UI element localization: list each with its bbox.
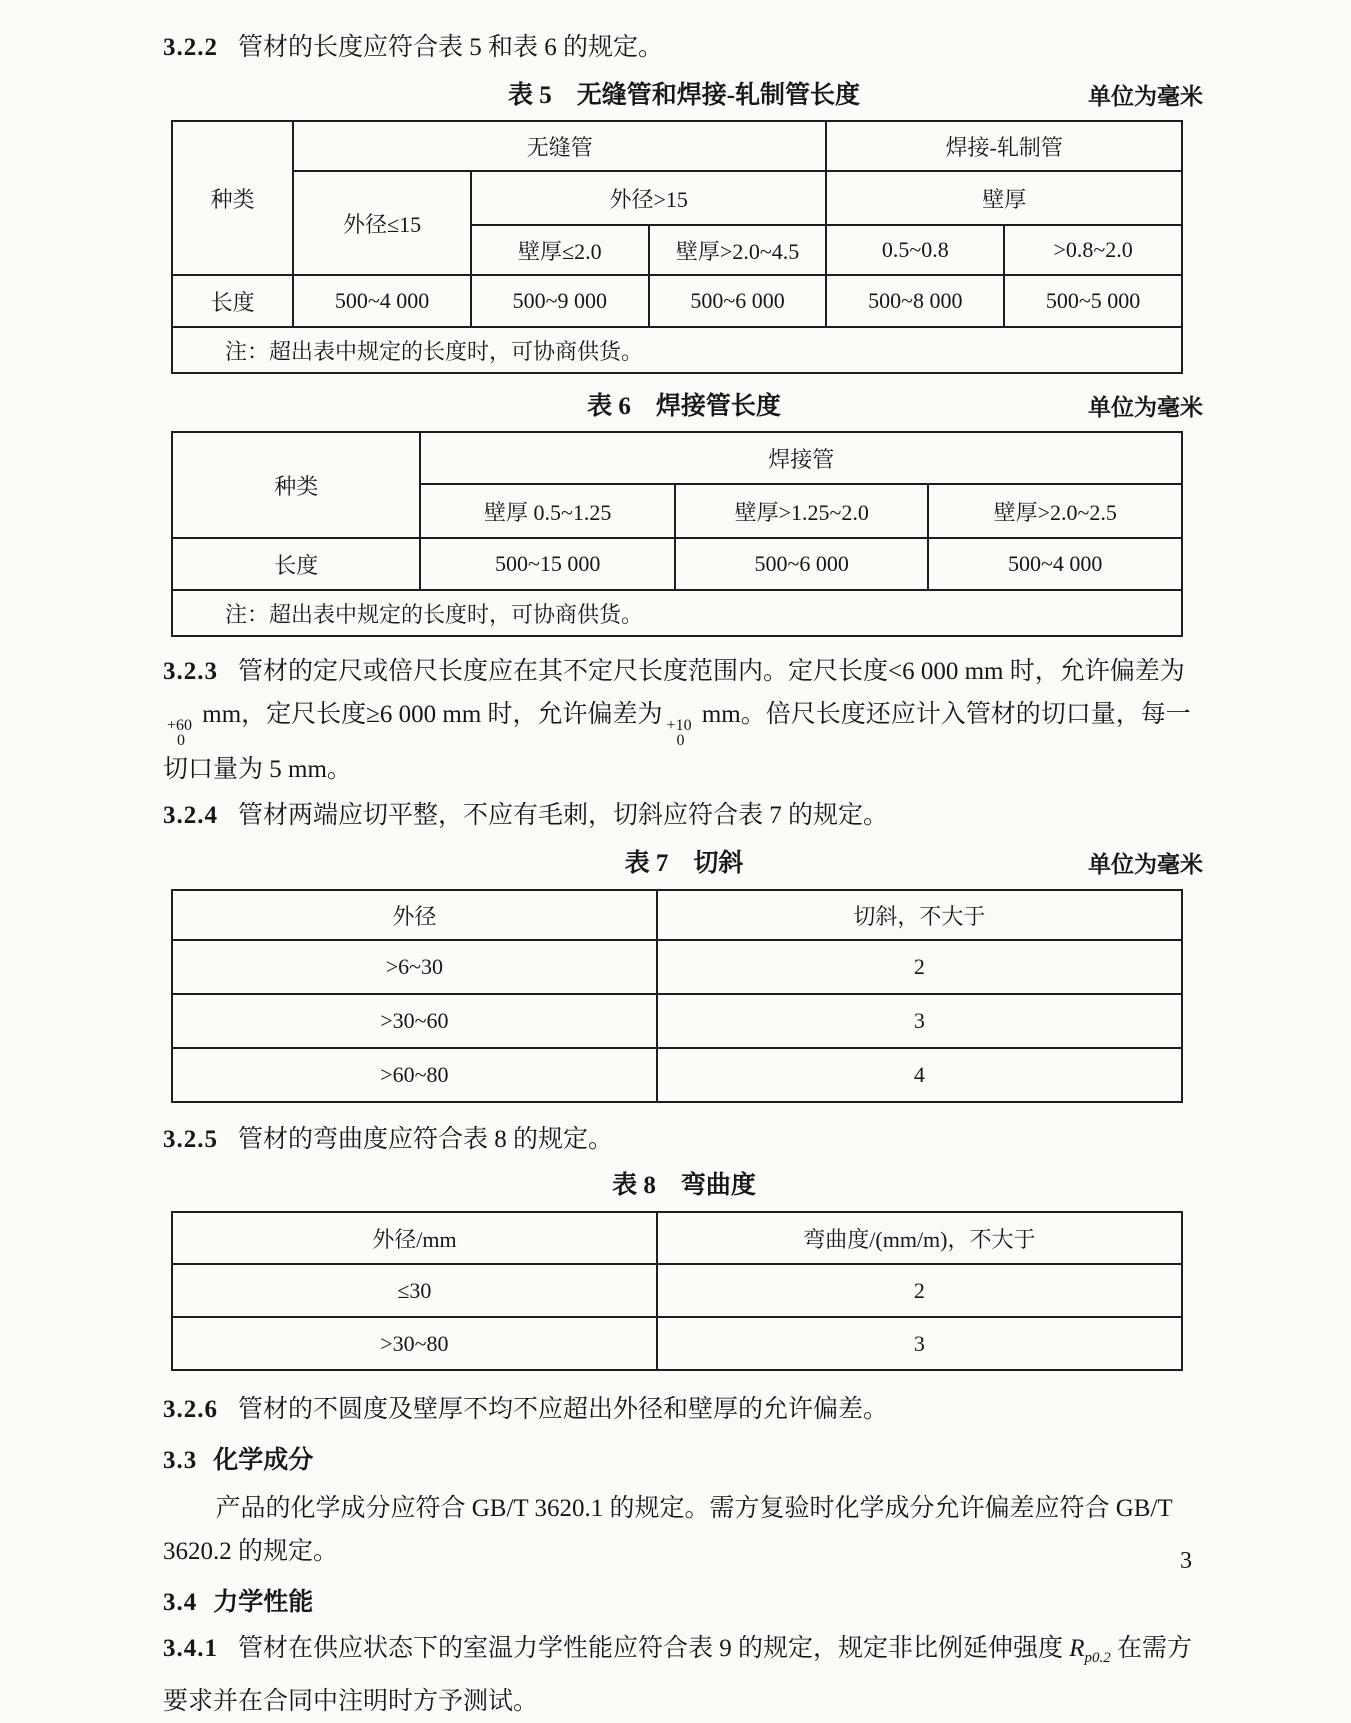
section-text: mm。倍尺长度还应计入管材的切口量，每一切口量为 5 mm。 (163, 701, 1191, 783)
table-row (172, 538, 1182, 590)
section-number: 3.2.2 (163, 34, 218, 61)
table-cell: 500~4 000 (293, 275, 471, 327)
section-title: 力学性能 (213, 1589, 314, 1616)
table-cell-kind: 种类 (172, 121, 293, 275)
rp02-symbol: $R_{p0.2}$ (1069, 1635, 1111, 1666)
table-cell-seamless: 无缝管 (293, 121, 826, 171)
table-cell: >60~80 (172, 1048, 657, 1102)
tolerance-value: +10 0 (666, 717, 692, 749)
table-7 (171, 889, 1183, 1103)
table-cell: 4 (657, 1048, 1182, 1102)
table-cell: 500~6 000 (675, 538, 929, 590)
table-row (172, 171, 1182, 225)
table-row (172, 590, 1182, 636)
table6-caption-row (163, 390, 1205, 424)
table-cell: >30~60 (172, 994, 657, 1048)
table5-caption-row (163, 79, 1205, 113)
section-3-2-6 (163, 1388, 1205, 1431)
table7-unit-label: 单位为毫米 (1088, 852, 1203, 877)
section-text: 管材的长度应符合表 5 和表 6 的规定。 (238, 34, 664, 61)
table-cell: 壁厚≤2.0 (471, 225, 649, 275)
table-row (172, 432, 1182, 484)
table-8 (171, 1211, 1183, 1371)
table-cell-welded: 焊接管 (420, 432, 1182, 484)
table-cell: 3 (657, 1317, 1182, 1370)
section-text: 在需方要求并在合同中注明时方予测试。 (163, 1635, 1193, 1715)
table7-caption: 表 7 切斜 (624, 850, 744, 877)
table5-unit-label: 单位为毫米 (1088, 84, 1203, 109)
table-5 (171, 120, 1183, 374)
table-cell: 壁厚 0.5~1.25 (420, 484, 675, 538)
table7-caption-row (163, 847, 1205, 881)
table-row (172, 940, 1182, 994)
table-row (172, 1317, 1182, 1370)
table-cell-header: 切斜，不大于 (657, 890, 1182, 940)
section-3-2-5 (163, 1118, 1205, 1161)
table-row (172, 1048, 1182, 1102)
table-cell: 500~5 000 (1004, 275, 1182, 327)
table-cell: 500~9 000 (471, 275, 649, 327)
section-number: 3.4.1 (163, 1635, 218, 1662)
section-number: 3.3 (163, 1447, 198, 1474)
table-row (172, 275, 1182, 327)
section-text: 管材在供应状态下的室温力学性能应符合表 9 的规定，规定非比例延伸强度 (238, 1635, 1070, 1662)
section-3-4-1 (163, 1627, 1205, 1723)
table-cell-od-le-15: 外径≤15 (293, 171, 471, 275)
section-3-2-4 (163, 794, 1205, 837)
table-cell-kind: 种类 (172, 432, 420, 538)
tolerance-value: +60 0 (167, 717, 193, 749)
table-cell-header: 弯曲度/(mm/m)，不大于 (657, 1212, 1182, 1264)
section-text: 管材的定尺或倍尺长度应在其不定尺长度范围内。定尺长度<6 000 mm 时，允许偏差为 (238, 658, 1185, 685)
table-cell: 3 (657, 994, 1182, 1048)
page-number: 3 (1180, 1548, 1192, 1574)
section-3-2-3 (163, 650, 1205, 791)
section-3-3-heading (163, 1441, 1205, 1481)
section-number: 3.4 (163, 1589, 198, 1616)
table-row (172, 1264, 1182, 1317)
section-title: 化学成分 (213, 1447, 314, 1474)
section-text: 管材两端应切平整，不应有毛刺，切斜应符合表 7 的规定。 (238, 802, 889, 829)
table-cell-row-label: 长度 (172, 275, 293, 327)
table6-unit-label: 单位为毫米 (1088, 395, 1203, 420)
table-cell: >0.8~2.0 (1004, 225, 1182, 275)
table-cell: >6~30 (172, 940, 657, 994)
table-cell-welded-rolled: 焊接-轧制管 (826, 121, 1182, 171)
table-cell: 壁厚>1.25~2.0 (675, 484, 929, 538)
table-row (172, 121, 1182, 171)
section-3-2-2 (163, 26, 1205, 69)
table6-caption: 表 6 焊接管长度 (587, 393, 781, 420)
table-cell: 0.5~0.8 (826, 225, 1004, 275)
table5-note: 注：超出表中规定的长度时，可协商供货。 (172, 327, 1182, 373)
table-cell: >30~80 (172, 1317, 657, 1370)
section-3-4-heading (163, 1583, 1205, 1623)
section-number: 3.2.6 (163, 1396, 218, 1423)
table-cell: 500~8 000 (826, 275, 1004, 327)
table-row (172, 327, 1182, 373)
section-number: 3.2.4 (163, 802, 218, 829)
section-text: 管材的不圆度及壁厚不均不应超出外径和壁厚的允许偏差。 (238, 1396, 889, 1423)
table-cell: 壁厚>2.0~4.5 (649, 225, 827, 275)
table-cell-header: 外径/mm (172, 1212, 657, 1264)
table-cell-wall: 壁厚 (826, 171, 1182, 225)
table-row (172, 890, 1182, 940)
section-number: 3.2.3 (163, 658, 218, 685)
table-cell: 壁厚>2.0~2.5 (928, 484, 1182, 538)
table8-caption-row (163, 1169, 1205, 1203)
table-cell: 500~6 000 (649, 275, 827, 327)
table-cell: 500~4 000 (928, 538, 1182, 590)
table-cell: 2 (657, 940, 1182, 994)
table-row (172, 994, 1182, 1048)
table-cell-od-gt-15: 外径>15 (471, 171, 827, 225)
table-cell-header: 外径 (172, 890, 657, 940)
section-number: 3.2.5 (163, 1126, 218, 1153)
table-cell: 500~15 000 (420, 538, 675, 590)
table-cell: ≤30 (172, 1264, 657, 1317)
table-cell-row-label: 长度 (172, 538, 420, 590)
table-cell: 2 (657, 1264, 1182, 1317)
table6-note: 注：超出表中规定的长度时，可协商供货。 (172, 590, 1182, 636)
table-row (172, 1212, 1182, 1264)
table5-caption: 表 5 无缝管和焊接-轧制管长度 (507, 82, 861, 109)
table-6 (171, 431, 1183, 637)
table8-caption: 表 8 弯曲度 (612, 1172, 756, 1199)
section-text: mm，定尺长度≥6 000 mm 时，允许偏差为 (196, 701, 663, 728)
section-3-3-body: 产品的化学成分应符合 GB/T 3620.1 的规定。需方复验时化学成分允许偏差应符合 GB/T 3620.2 的规定。 (163, 1495, 1173, 1565)
section-text: 管材的弯曲度应符合表 8 的规定。 (238, 1126, 614, 1153)
